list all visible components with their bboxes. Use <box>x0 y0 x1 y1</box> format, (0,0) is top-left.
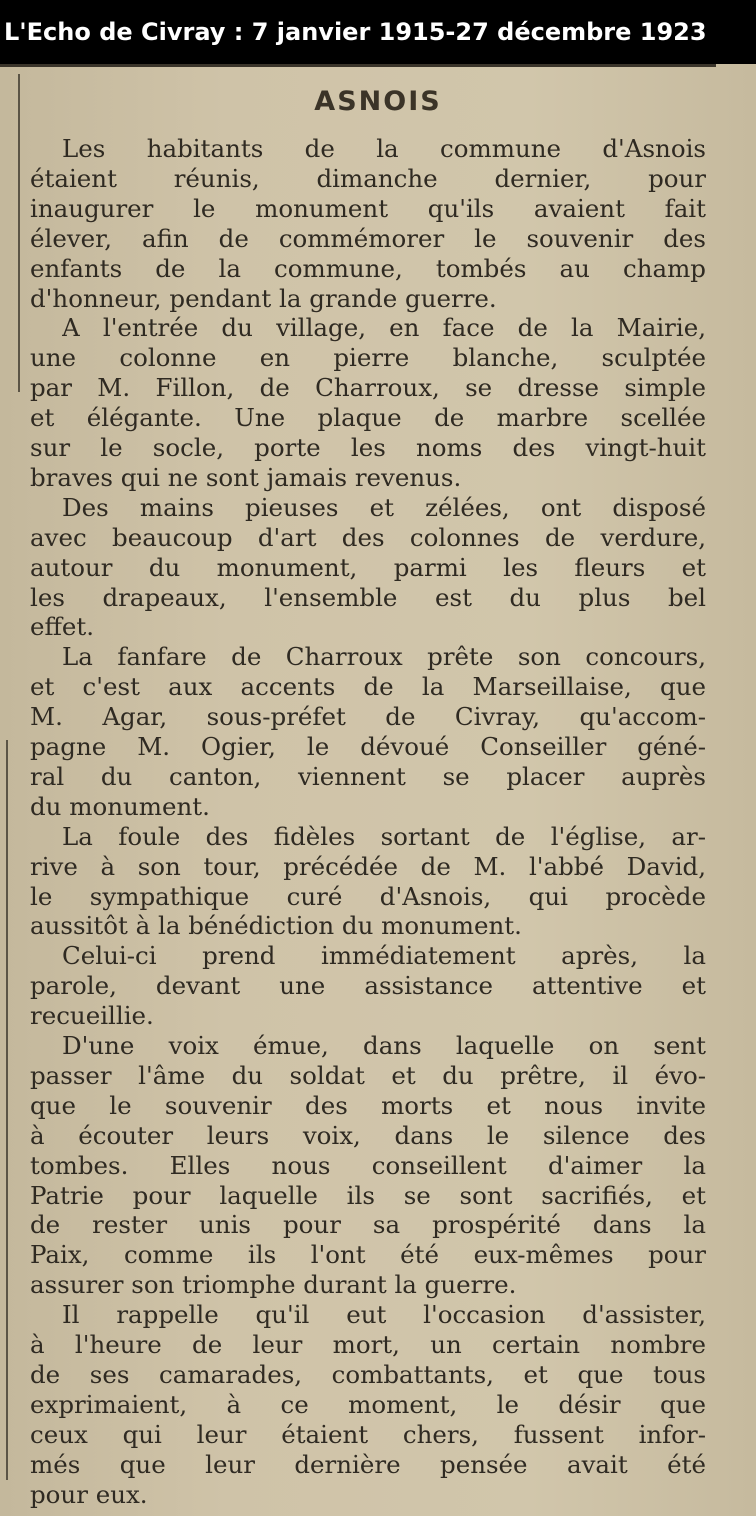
article-line: ceux qui leur étaient chers, fussent infor- <box>30 1419 706 1449</box>
document-title: L'Echo de Civray : 7 janvier 1915-27 décembre 1923 <box>4 18 707 46</box>
article-line: recueillie. <box>30 1001 154 1031</box>
article-line: aussitôt à la bénédiction du monument. <box>30 911 522 941</box>
article-line: à écouter leurs voix, dans le silence des <box>30 1120 706 1150</box>
article-heading: ASNOIS <box>314 86 442 117</box>
article-line: Les habitants de la commune d'Asnois <box>62 134 706 163</box>
top-rule <box>0 64 716 67</box>
title-bar <box>0 0 756 64</box>
article-line: pour eux. <box>30 1479 148 1509</box>
article-line: La foule des fidèles sortant de l'église, ar- <box>62 821 706 851</box>
newspaper-page <box>0 64 756 1516</box>
article-line: enfants de la commune, tombés au champ <box>30 253 706 283</box>
article-line: Paix, comme ils l'ont été eux-mêmes pour <box>30 1240 706 1270</box>
article-line: et élégante. Une plaque de marbre scellée <box>30 403 706 433</box>
article-line: braves qui ne sont jamais revenus. <box>30 462 462 492</box>
article-line: La fanfare de Charroux prête son concours, <box>62 642 706 672</box>
article-line: ral du canton, viennent se placer auprès <box>30 761 706 791</box>
article-line: rive à son tour, précédée de M. l'abbé David, <box>30 851 706 881</box>
article-line: parole, devant une assistance attentive et <box>30 971 706 1001</box>
article-line: Des mains pieuses et zélées, ont disposé <box>62 492 706 522</box>
article-line: autour du monument, parmi les fleurs et <box>30 552 706 582</box>
article-line: D'une voix émue, dans laquelle on sent <box>62 1031 706 1060</box>
article-line: de ses camarades, combattants, et que tous <box>30 1359 706 1389</box>
article-line: A l'entrée du village, en face de la Mairie, <box>62 313 706 343</box>
article-line: avec beaucoup d'art des colonnes de verdure, <box>30 522 706 552</box>
article-line: étaient réunis, dimanche dernier, pour <box>30 163 706 193</box>
article-line: assurer son triomphe durant la guerre. <box>30 1270 517 1300</box>
article-line: que le souvenir des morts et nous invite <box>30 1090 706 1120</box>
article-line: tombes. Elles nous conseillent d'aimer la <box>30 1150 706 1180</box>
column-rule-upper <box>18 74 20 392</box>
article-line: pagne M. Ogier, le dévoué Conseiller géné- <box>30 732 706 761</box>
article-line: à l'heure de leur mort, un certain nombre <box>30 1330 706 1359</box>
article-line: une colonne en pierre blanche, sculptée <box>30 343 706 373</box>
article-line: et c'est aux accents de la Marseillaise, que <box>30 672 706 702</box>
article-line: d'honneur, pendant la grande guerre. <box>30 283 497 313</box>
article-line: Patrie pour laquelle ils se sont sacrifiés, et <box>30 1180 706 1210</box>
article-line: de rester unis pour sa prospérité dans la <box>30 1210 706 1240</box>
column-rule-lower <box>6 740 8 1480</box>
article-line: Il rappelle qu'il eut l'occasion d'assister, <box>62 1300 706 1330</box>
article-line: exprimaient, à ce moment, le désir que <box>30 1389 706 1419</box>
article-line: sur le socle, porte les noms des vingt-huit <box>30 433 706 462</box>
article-line: effet. <box>30 612 95 642</box>
article-line: les drapeaux, l'ensemble est du plus bel <box>30 582 706 612</box>
article-line: du monument. <box>30 791 210 821</box>
article-line: M. Agar, sous-préfet de Civray, qu'accom- <box>30 702 706 732</box>
article-line: le sympathique curé d'Asnois, qui procède <box>30 881 706 911</box>
article-line: par M. Fillon, de Charroux, se dresse simple <box>30 373 706 403</box>
article-line: més que leur dernière pensée avait été <box>30 1449 706 1479</box>
article-line: inaugurer le monument qu'ils avaient fait <box>30 193 706 223</box>
article-line: Celui-ci prend immédiatement après, la <box>62 941 706 971</box>
article-line: élever, afin de commémorer le souvenir des <box>30 223 706 253</box>
article-line: passer l'âme du soldat et du prêtre, il évo- <box>30 1060 706 1090</box>
